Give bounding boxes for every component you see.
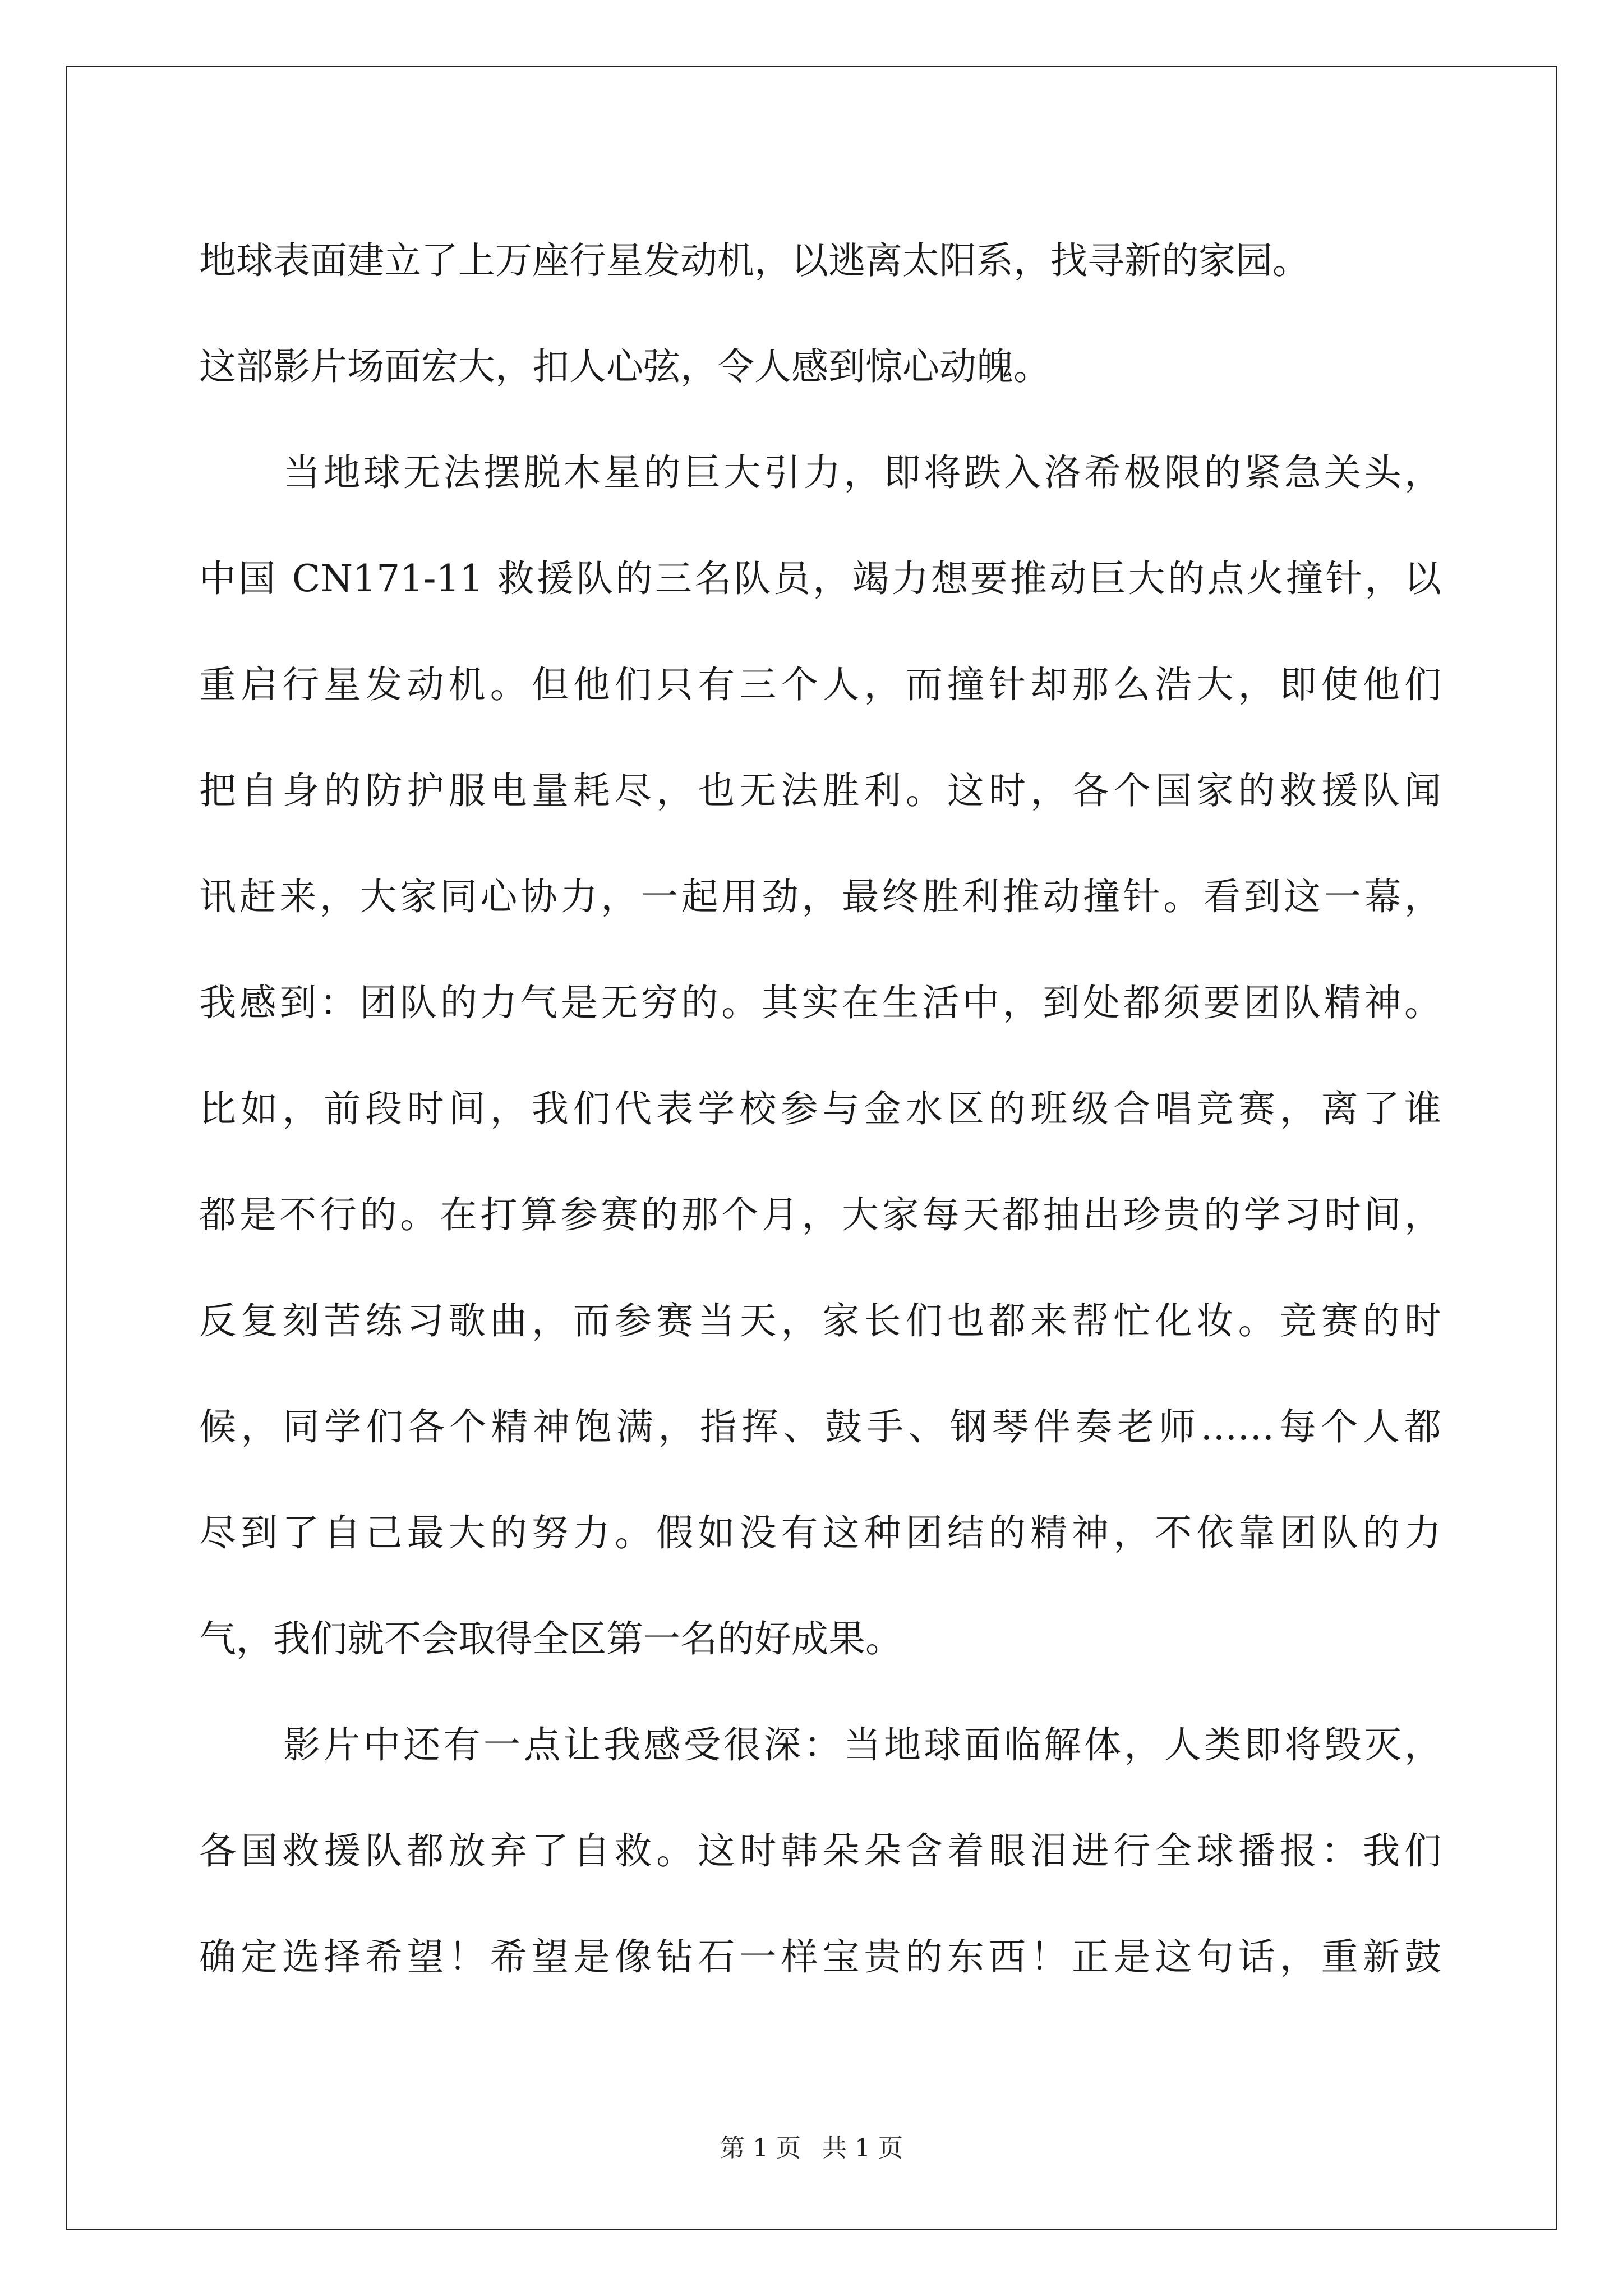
page-footer [0,2132,1623,2165]
text-line: 确定选择希望！希望是像钻石一样宝贵的东西！正是这句话，重新鼓 [199,1935,1441,1978]
text-line: 这部影片场面宏大，扣人心弦，令人感到惊心动魄。 [199,345,1050,388]
text-line: 尽到了自己最大的努力。假如没有这种团结的精神，不依靠团队的力 [199,1511,1441,1554]
text-line: 把自身的防护服电量耗尽，也无法胜利。这时，各个国家的救援队闻 [199,769,1441,812]
text-line: 各国救援队都放弃了自救。这时韩朵朵含着眼泪进行全球播报：我们 [199,1829,1441,1872]
text-line: 重启行星发动机。但他们只有三个人，而撞针却那么浩大，即使他们 [199,663,1441,706]
text-line: 反复刻苦练习歌曲，而参赛当天，家长们也都来帮忙化妆。竞赛的时 [199,1299,1441,1342]
text-line: 讯赶来，大家同心协力，一起用劲，最终胜利推动撞针。看到这一幕， [199,875,1441,918]
document-body [199,208,1441,2010]
page-number-total: 共 1 页 [822,2134,903,2162]
text-line: 中国 CN171-11 救援队的三名队员，竭力想要推动巨大的点火撞针，以 [199,557,1441,600]
text-line: 比如，前段时间，我们代表学校参与金水区的班级合唱竞赛，离了谁 [199,1087,1441,1130]
text-line: 都是不行的。在打算参赛的那个月，大家每天都抽出珍贵的学习时间， [199,1193,1441,1236]
text-line: 气，我们就不会取得全区第一名的好成果。 [199,1617,902,1660]
page-number-current: 第 1 页 [720,2134,801,2162]
text-line: 候，同学们各个精神饱满，指挥、鼓手、钢琴伴奏老师……每个人都 [199,1405,1441,1448]
text-line: 我感到：团队的力气是无穷的。其实在生活中，到处都须要团队精神。 [199,981,1441,1024]
paragraph-first-line: 当地球无法摆脱木星的巨大引力，即将跌入洛希极限的紧急关头， [283,451,1441,494]
text-line: 地球表面建立了上万座行星发动机，以逃离太阳系，找寻新的家园。 [199,239,1310,282]
paragraph-first-line: 影片中还有一点让我感受很深：当地球面临解体，人类即将毁灭， [283,1723,1441,1766]
